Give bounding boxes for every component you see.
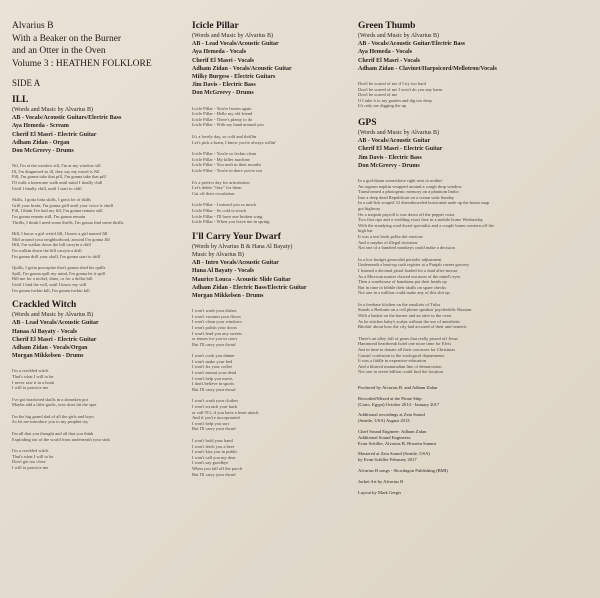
lyric-stanza (192, 308, 352, 347)
lyric-line: In a freebase kitchen on the outskirts of Tulsa (358, 301, 440, 307)
lyric-line: That's what I will to be (12, 373, 54, 379)
performer-credit: AB - Vocals/Acoustic Guitar/Electric Bass (358, 41, 465, 48)
lyric-line: I never saw it in a book (12, 379, 55, 385)
lyric-line: An orgasm napkin wrapped around a cough drop window (358, 183, 462, 189)
production-credits (358, 385, 528, 495)
lyric-line: I will to practice me (12, 385, 49, 391)
lyric-line: I won't polish your doors (192, 324, 238, 330)
performer-credit: AB - Lead Vocals/Acoustic Guitar (192, 41, 279, 48)
production-line: (Seattle, USA) August 2013 (358, 418, 410, 424)
lyric-line: Two first rips and a wedding exact fuse in a mobile home Wednesday (358, 217, 483, 223)
lyric-line: It's a lovely day, so cold and thrillin (192, 134, 257, 139)
lyric-line: When you fall off the porch (192, 465, 243, 471)
column-middle (192, 0, 352, 483)
lyric-line: I won't lend you any sweets (192, 330, 242, 336)
lyric-line: I won't cook you dinner (192, 353, 235, 359)
lyric-line: Bitchin' about how the city had accused of their anti-semetic (358, 324, 467, 330)
song-block (192, 231, 352, 477)
album-line: and an Otter in the Oven (12, 46, 106, 56)
lyric-line: Miff around your neighborhood, around I'm gonna Jill (12, 236, 110, 242)
lyric-line: Stands a Bedouin on a cell phone speakin' psychedelic Russian (358, 307, 472, 313)
performer-credit: Adham Zidan - Vocals/Acoustic Guitar (192, 65, 292, 72)
performer-credit: Don McGreevy - Drums (192, 90, 254, 97)
performer-credit: AB - Lead Vocals/Acoustic Guitar (12, 320, 99, 327)
lyric-stanza (12, 368, 172, 390)
song-lyrics (12, 368, 172, 470)
lyric-line: In a low budget genocidal periodic adjustment (358, 256, 442, 262)
lyric-line: I won't wash your clothes (192, 398, 239, 404)
lyric-line: I won't fetch you a beer (192, 443, 235, 449)
performer-credit: Maurice Louca - Acoustic Slide Guitar (192, 276, 291, 283)
lyric-line: I'll walk a lonesome walk until mind I finally chill (12, 180, 103, 185)
lyric-line: Icicle Pillar - There's plenty to do (192, 116, 253, 122)
lyric-line: If I take it to my garden and dig too deep (358, 97, 432, 103)
writer-credit: (Words by Alvarius B & Hana Al Bayaty) (192, 243, 293, 250)
writer-credit: Music by Alvarius B) (192, 251, 244, 258)
lyric-line: Pill, I'm gonna take that pill, I'm gonna take that pill (12, 174, 106, 180)
production-entry (358, 468, 528, 474)
column-left (12, 0, 172, 477)
lyric-line: Skills, I gotta lotta skills, I gotta lot of skills (12, 197, 92, 203)
production-line: Alvarius B songs - Slowdagon Publishing (BMI) (358, 467, 448, 473)
lyric-line: Just in time to donate all their carcasses for Christmas (358, 347, 456, 353)
lyric-line: I learned a decimal pistol loaded for a dual after-moose (358, 267, 458, 273)
lyric-line: Hill, I'm walkin down the hill carryin a drill (12, 242, 91, 248)
lyric-line: I won't hold your hand (192, 438, 233, 444)
production-line: Produced by Alvarius B. and Adham Zidan (358, 385, 438, 390)
lyric-line: I'm walkin down the hill carryin a drill (12, 247, 82, 253)
lyric-line: I won't help you move, (192, 375, 234, 381)
performer-credit: Don McGreevy - Drums (358, 162, 420, 169)
writer-credit: (Words and Music by Alvarius B) (12, 312, 94, 319)
lyric-line: With the steadying road dwarf specialist and a couple bones western off the (358, 222, 494, 228)
lyric-line: That's what I will to be (12, 453, 54, 459)
lyric-stanza (358, 302, 528, 330)
song-credits (358, 129, 528, 170)
lyric-line: And if you're incorporated (192, 415, 240, 421)
lyric-line: Maybe add a little garlic, now does hit the spot (12, 402, 97, 408)
performer-credit: Cherif El Masri - Vocals (192, 57, 254, 64)
lyric-line: As he stitches baby's scalps without the use of anesthetic (358, 318, 461, 324)
lyric-line: or tenses for you in court (192, 336, 238, 342)
lyric-line: Icicle Pillar - Hello my old friend (192, 111, 253, 117)
lyric-stanza (12, 231, 172, 259)
lyric-stanza (192, 106, 352, 128)
song-block (12, 94, 172, 293)
performer-credit: Morgan Mikkelsen - Drums (192, 292, 264, 299)
lyric-line: Cut off their circulation (192, 190, 235, 196)
album-line: With a Beaker on the Burner (12, 33, 122, 44)
lyric-stanza (12, 448, 172, 470)
production-line: Recorded/Mixed at the Pirate Ship (358, 395, 422, 401)
writer-credit: (Words and Music by Alvarius B) (358, 33, 440, 39)
lyric-stanza (192, 353, 352, 392)
song-title: I'll Carry Your Dwarf (192, 231, 281, 242)
performer-credit: Don McGreevy - Drums (12, 148, 74, 155)
performer-credit: Jim Davis - Electric Bass (192, 82, 256, 89)
lyric-line: I won't wash your dishes (192, 308, 237, 314)
lyric-line: Icicle Pillar - I missed you so much (192, 202, 256, 208)
lyric-line: But I'll carry your dwarf (192, 471, 236, 477)
lyric-line: Ill, I'm diagnosed as ill, they say my mood is Nil (12, 168, 100, 174)
performer-credit: Adham Zidan - Electric Bass/Electric Guitar (192, 284, 307, 291)
song-block (192, 20, 352, 225)
lyric-stanza (192, 398, 352, 432)
performer-credit: Aya Hemeda - Scream (12, 123, 69, 130)
lyric-line: I won't call you my dear (192, 454, 236, 460)
lyric-line: I'm all that you thought and all that you think (12, 431, 94, 437)
lyric-line: I'm gonna fuckin kill, I'm gonna fuckin kill (12, 287, 90, 293)
lyric-stanza (12, 397, 172, 408)
performer-credit: Milky Burgess - Electric Guitars (192, 74, 276, 81)
lyric-line: I'm gonna drill your skull, I'm gonna start to drill (12, 253, 101, 259)
performer-credit: Hanaa Al Bayaty - Vocals (12, 328, 78, 335)
lyric-stanza (192, 180, 352, 197)
lyric-line: I'm gonna remain still, I'm gonna remain (12, 213, 86, 219)
production-entry (358, 479, 528, 485)
lyric-line: It was a test book polka dot envious (358, 233, 423, 239)
lyric-line: Thrills, I think I need some thrills, I'm gonna find some thrills (12, 219, 124, 225)
lyric-line: In a salt-lick souped 33 disemboweled horizontal nude up the house map (358, 200, 490, 206)
lyric-line: I won't help you sort (192, 420, 230, 426)
song-lyrics (12, 163, 172, 293)
lyric-line: Fill, I think I've had my fill, I'm gonna remain still (12, 208, 103, 214)
song-list (12, 94, 172, 471)
song-title: Icicle Pillar (192, 21, 239, 31)
lyric-line: I've got bracketed skulls in a shrunken pot (12, 396, 88, 402)
song-title: Green Thumb (358, 21, 416, 31)
lyric-line: I won't make your bed (192, 358, 233, 364)
album-line: Volume 3 : HEATHEN FOLKLORE (12, 58, 152, 69)
lyric-line: With a basket on the burner and an otter in the oven (358, 313, 452, 319)
lyric-line: Then a warehouse of bandanas put their heads up (358, 279, 447, 285)
performer-credit: Hana Al Bayaty - Vocals (192, 268, 255, 275)
lyric-line: Let's delete "they" for them (192, 185, 242, 191)
lyric-line: I won't clean your windows (192, 319, 242, 325)
lyric-line: high hat (358, 228, 373, 234)
writer-credit: (Words and Music by Alvarius B) (192, 33, 274, 39)
production-entry (358, 412, 528, 424)
production-line: (Cairo, Egypt) October 2014 - January 2017 (358, 401, 440, 407)
lyric-line: I'm a crackled witch (12, 448, 49, 454)
lyric-line: Icicle Pillar - You're so feckin clean (192, 151, 257, 157)
lyric-line: Icicle Pillar - With my hand around you (192, 122, 264, 128)
production-line: Jacket Art by Alvarius B (358, 478, 404, 484)
lyric-line: It was a fiddle in expensive education (358, 358, 426, 364)
lyric-line: I will to practice me (12, 465, 49, 471)
song-title: GPS (358, 117, 377, 128)
lyric-line: or call 911, if you have a heart attack (192, 409, 259, 415)
writer-credit: (Words and Music by Alvarius B) (358, 129, 440, 136)
lyric-stanza (12, 414, 172, 425)
lyric-stanza (12, 197, 172, 225)
production-line: Additional recordings at Zeta Sound (358, 412, 425, 418)
song-list (358, 20, 528, 375)
performer-credit: Cherif El Masri - Electric Guitar (358, 146, 443, 153)
song-list (192, 20, 352, 477)
lyric-line: Not one in seven billion could find the location (358, 369, 443, 375)
lyric-line: I won't mount your dead (192, 370, 237, 376)
performer-credit: Morgan Mikkelsen - Drums (12, 353, 84, 360)
song-lyrics (358, 178, 528, 375)
column-right (358, 0, 528, 500)
lyric-line: Icicle Pillar - So cold to touch (192, 207, 246, 213)
lyric-line: Spill, I'm gonna spill my mind, I'm gonna let it spill (12, 270, 106, 276)
lyric-line: I won't kiss you in public (192, 449, 238, 455)
lyric-stanza (12, 163, 172, 191)
performer-credit: AB - Vocals/Acoustic Guitars/Electric Bass (12, 115, 122, 122)
lyric-line: Don't get too close (12, 459, 46, 465)
lyric-line: Nil, I'm at the window sill, I'm at my window sill (12, 163, 101, 169)
lyric-line: Don't be scared of me if I try too hard (358, 81, 426, 87)
lyric-stanza (12, 265, 172, 293)
song-block (358, 117, 528, 375)
lyric-line: Underneath a beat-up cash register at a Punjab corner grocery (358, 262, 470, 268)
lyric-line: Icicle Pillar - You're in there you're out (192, 167, 262, 173)
performer-credit: Cherif El Masri - Vocals (358, 57, 420, 64)
lyric-line: Until I find the will, until I know my will (12, 281, 87, 287)
production-entry (358, 451, 528, 463)
performer-credit: AB - Vocals/Acoustic Guitar (358, 138, 431, 145)
lyric-line: Not one in a million could make any of this shit up (358, 290, 450, 296)
lyric-line: As a Mexican master clawed out most of the mind's eyes (358, 273, 461, 279)
lyric-line: Hammond heartbreak hotel one more time for Elvis (358, 341, 452, 347)
production-entry (358, 385, 528, 391)
song-credits (192, 32, 352, 98)
lyric-line: Quills, I gotta porcupine that's gonna shed his quills (12, 265, 106, 271)
lyric-line: got highway (358, 205, 381, 211)
production-entry (358, 429, 528, 446)
lyric-stanza (192, 438, 352, 477)
production-entry (358, 396, 528, 408)
writer-credit: (Words and Music by Alvarius B) (12, 107, 94, 113)
lyric-line: In a god-damn somewhere right next to nothin' (358, 178, 443, 183)
performer-credit: AB - Intro Vocals/Acoustic Guitar (192, 260, 279, 267)
lyric-line: I'm the big grand dad of all the girls and boys (12, 413, 94, 419)
performer-credit: Jim Davis - Electric Bass (358, 154, 422, 161)
lyric-line: And a blurred mammalian line of demarcation (358, 363, 442, 369)
performer-credit: Cherif El Masri - Electric Guitar (12, 131, 97, 138)
lyric-line: Bill me for a nickel, dime, or for a dollar bill (12, 276, 93, 282)
lyric-line: Not one of a hundred monkeys could make a decision (358, 245, 455, 251)
lyric-line: So let me introduce you to my prophet toy (12, 419, 89, 425)
lyric-line: Transformed a photogenic memory on a phantom limbo (358, 189, 459, 195)
lyric-line: Don't be scared of me I won't do you any harm (358, 86, 443, 92)
production-line: Mastered at Zeta Sound (Seattle, USA) (358, 451, 430, 457)
album-title (12, 20, 172, 70)
lyric-line: I won't fix your coffee (192, 364, 233, 370)
lyric-line: Grill your brain, I'm gonna grill until your voice is shrill (12, 202, 114, 208)
lyric-line: I won't say goodbye (192, 460, 229, 466)
lyric-stanza (192, 202, 352, 224)
performer-credit: Adham Zidan - Clavinet/Harpsicord/Mellotron/Vocals (358, 65, 497, 72)
lyric-line: Icicle Pillar - You melt in their mouths (192, 162, 262, 168)
lyric-stanza (358, 257, 528, 296)
lyric-line: Into a deep dead Republican on a cream soda Sunday (358, 194, 455, 200)
song-credits (358, 32, 528, 73)
lyric-line: Icicle Pillar - When you leave me in spring (192, 219, 270, 225)
performer-credit: Aya Hemeda - Vocals (358, 49, 413, 56)
production-line: Layout by Mark Gergis (358, 489, 402, 495)
lyric-line: Icicle Pillar - My killer machine (192, 156, 250, 162)
lyric-line: On a traipsin payroll it was dawn off the pepper coast (358, 211, 455, 217)
performer-credit: Aya Hemeda - Vocals (192, 49, 247, 56)
lyric-line: I won't vacuum your floors (192, 313, 241, 319)
production-line: Chief Sound Engineer: Adham Zidan (358, 428, 427, 434)
production-entry (358, 490, 528, 496)
lyric-stanza (192, 134, 352, 145)
song-credits (12, 106, 172, 155)
song-credits (12, 311, 172, 360)
lyric-line: But I'll carry your dwarf (192, 341, 236, 347)
side-label: SIDE A (12, 78, 41, 88)
lyric-line: Icicle Pillar - You're frozen again (192, 105, 252, 111)
lyric-line: But I'll carry your dwarf (192, 426, 236, 432)
song-lyrics (358, 81, 528, 109)
lyric-stanza (12, 431, 172, 442)
lyric-line: Causin' confusion to the zoological departments (358, 352, 445, 358)
lyric-line: There's an alley full of gears that really pissed off Jesus (358, 335, 458, 341)
lyric-line: Icicle Pillar - I'll have one broken wing (192, 213, 263, 219)
lyric-line: But in time to kibble their skulls on spare checks (358, 284, 446, 290)
song-credits (192, 243, 352, 300)
lyric-stanza (358, 81, 528, 109)
performer-credit: Adham Zidan - Organ (12, 139, 70, 146)
lyric-line: It's a perfect day for articulation (192, 179, 250, 185)
lyric-line: I won't scratch your back (192, 404, 238, 410)
production-line: Evan Schiller, Alvarius B, Hossein Sammi (358, 440, 437, 446)
song-lyrics (192, 106, 352, 225)
lyric-line: Until I finally chill, until I start to chill (12, 185, 82, 191)
song-lyrics (192, 308, 352, 477)
performer-credit: Adham Zidan - Vocals/Organ (12, 344, 88, 351)
production-line: Additional Sound Engineers: (358, 434, 412, 440)
song-title: Crackled Witch (12, 300, 77, 311)
lyric-line: Let's pick a brain, I know you're always willin' (192, 139, 277, 145)
lyric-line: But I'll carry your dwarf (192, 386, 236, 392)
album-line: Alvarius B (12, 21, 54, 31)
production-line: by Evan Schiller February 2017 (358, 457, 417, 463)
performer-credit: Cherif El Masri - Electric Guitar (12, 336, 97, 343)
lyric-line: And a surplus of illegal incisions (358, 239, 418, 245)
lyric-line: I'm a crackled witch (12, 368, 49, 374)
lyric-line: I don't believe in sports (192, 381, 235, 387)
song-title: ILL (12, 95, 29, 105)
lyric-stanza (358, 336, 528, 375)
song-block (358, 20, 528, 109)
lyric-line: It's only me digging the up (358, 103, 407, 109)
lyric-line: Hill, I know a girl weird Jill, I know a girl named Jill (12, 231, 108, 237)
song-block (12, 299, 172, 471)
lyric-stanza (358, 178, 528, 251)
lyric-line: Exploding out of the world from underneath your sink (12, 436, 110, 442)
lyric-line: Don't be scared of me (358, 92, 398, 98)
lyric-stanza (192, 151, 352, 173)
